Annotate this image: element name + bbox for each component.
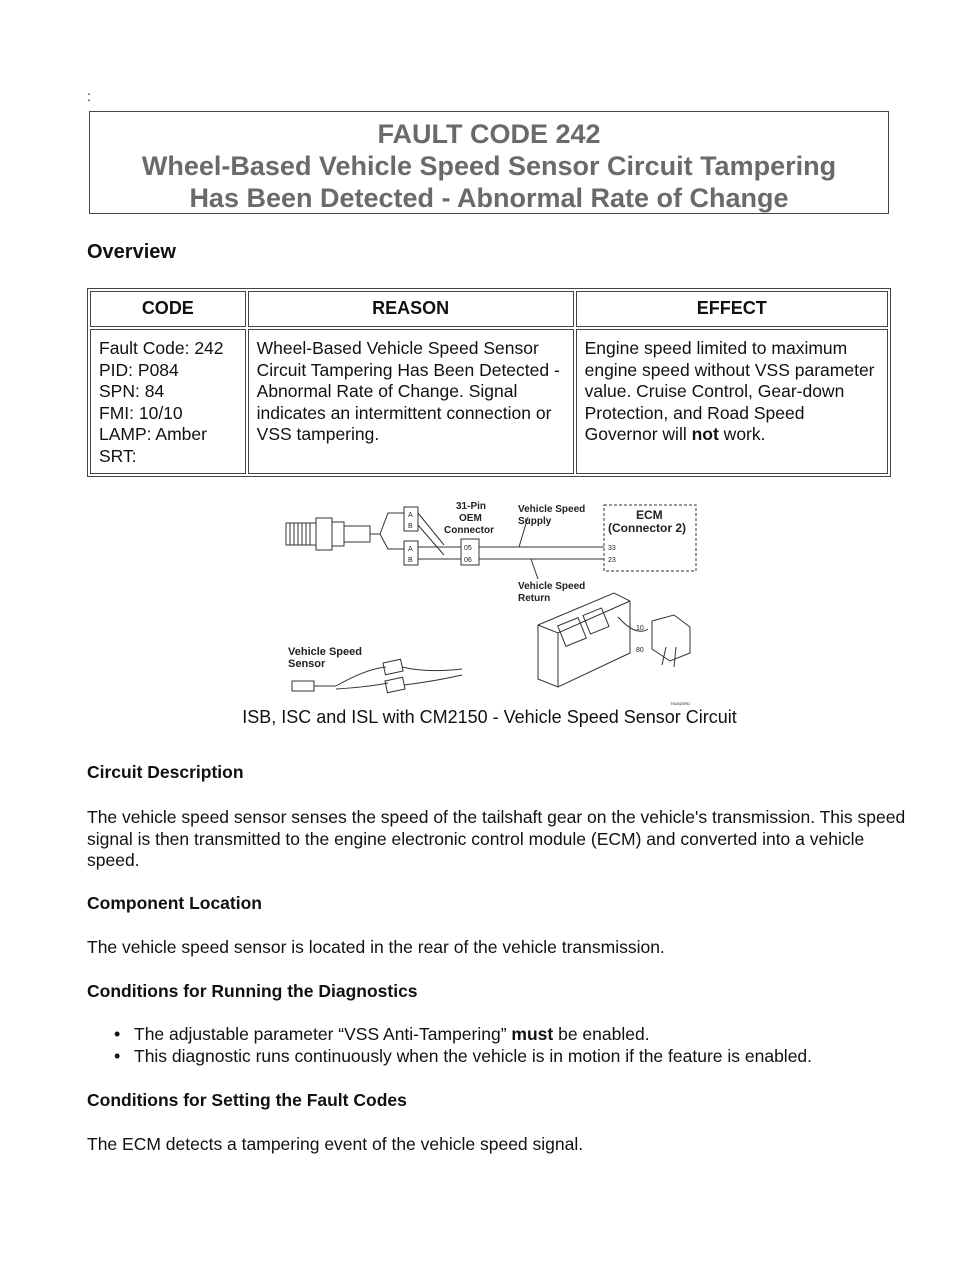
conditions-setting-heading: Conditions for Setting the Fault Codes	[87, 1090, 407, 1110]
label-vss-supply-1: Vehicle Speed	[518, 504, 586, 515]
reason-cell: Wheel-Based Vehicle Speed Sensor Circuit Tampering Has Been Detected - Abnormal Rate of Change. Signal indicates an intermittent connection or VSS tampering.	[248, 329, 574, 474]
bullet1-suffix: be enabled.	[553, 1024, 650, 1044]
conditions-running-heading: Conditions for Running the Diagnostics	[87, 981, 418, 1001]
list-item	[87, 1024, 812, 1046]
fault-code-title: FAULT CODE 242	[377, 119, 601, 149]
list-item: • This diagnostic runs continuously when the vehicle is in motion if the feature is enabled.	[87, 1046, 812, 1068]
pin-a-top: A	[408, 512, 413, 519]
circuit-description-text: The vehicle speed sensor senses the speed of the tailshaft gear on the vehicle's transmission. This speed signal is then transmitted to the engine electronic control module (ECM) and converted into a vehicle speed.	[87, 807, 906, 870]
pin-10: 10	[636, 625, 644, 632]
table-header-row	[90, 291, 888, 327]
pin-b-bottom: B	[408, 557, 413, 564]
code-line-srt: SRT:	[99, 445, 137, 466]
code-line-lamp: LAMP: Amber	[99, 424, 207, 444]
header-effect: EFFECT	[576, 291, 888, 327]
vss-circuit-diagram	[276, 497, 706, 709]
pin-33: 33	[608, 545, 616, 552]
component-location-text: The vehicle speed sensor is located in the rear of the vehicle transmission.	[87, 937, 665, 957]
label-ecm: ECM	[636, 508, 663, 522]
code-line-pid: PID: P084	[99, 359, 179, 380]
fault-title-line3: Has Been Detected - Abnormal Rate of Change	[189, 183, 789, 213]
title-box	[89, 111, 889, 214]
pin-06: 06	[464, 557, 472, 564]
label-vss-supply-2: Supply	[518, 516, 552, 527]
conditions-list	[87, 1024, 812, 1067]
label-vss-return-2: Return	[518, 593, 551, 604]
conditions-setting-text: The ECM detects a tampering event of the vehicle speed signal.	[87, 1134, 584, 1154]
pin-05: 05	[464, 545, 472, 552]
label-vss-return-1: Vehicle Speed	[518, 581, 586, 592]
pin-b-top: B	[408, 523, 413, 530]
table-row	[90, 329, 888, 474]
fault-table	[87, 288, 891, 477]
pin-23: 23	[608, 557, 616, 564]
effect-cell	[576, 329, 888, 474]
label-ecm-connector: (Connector 2)	[608, 521, 686, 535]
fault-title-line2: Wheel-Based Vehicle Speed Sensor Circuit Tampering	[141, 151, 837, 181]
label-sensor-2: Sensor	[288, 658, 326, 670]
header-code: CODE	[90, 291, 246, 327]
pin-80: 80	[636, 647, 644, 654]
code-cell	[90, 329, 246, 474]
code-line-fault: Fault Code: 242	[99, 338, 224, 358]
overview-heading: Overview	[87, 241, 176, 263]
figure-caption: ISB, ISC and ISL with CM2150 - Vehicle Speed Sensor Circuit	[242, 707, 737, 727]
label-sensor-1: Vehicle Speed	[288, 646, 362, 658]
label-31pin: 31-Pin	[456, 501, 487, 512]
effect-bold: not	[691, 424, 719, 444]
art-id: TN4520RD	[670, 701, 691, 706]
circuit-description-heading: Circuit Description	[87, 762, 244, 782]
effect-suffix: work.	[718, 424, 766, 444]
label-oem: OEM	[459, 513, 482, 524]
page-colon: :	[87, 88, 91, 104]
code-line-spn: SPN: 84	[99, 381, 165, 401]
pin-a-bottom: A	[408, 546, 413, 553]
header-reason: REASON	[248, 291, 574, 327]
component-location-heading: Component Location	[87, 893, 262, 913]
bullet1-bold: must	[511, 1024, 554, 1044]
bullet1-text: The adjustable parameter “VSS Anti-Tampering”	[134, 1024, 512, 1044]
label-oem-connector: Connector	[444, 525, 494, 536]
code-line-fmi: FMI: 10/10	[99, 402, 183, 423]
effect-text: Engine speed limited to maximum engine speed without VSS parameter value. Cruise Control, Gear-down Protection, and Road Speed Governor will	[584, 338, 875, 444]
